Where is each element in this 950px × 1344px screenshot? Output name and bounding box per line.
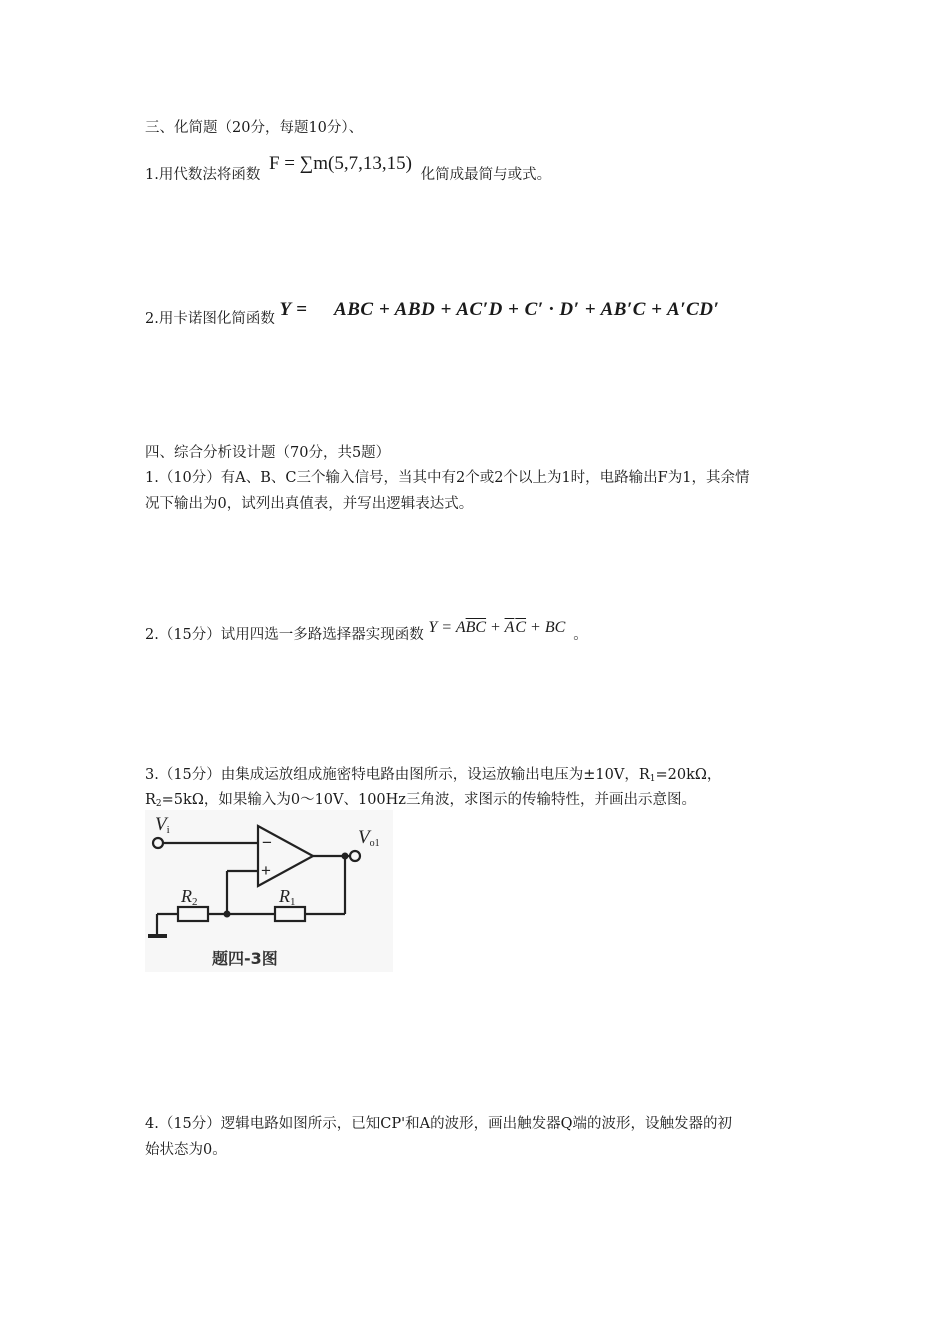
q2-prefix: 2.用卡诺图化简函数 <box>145 311 275 327</box>
q2b-formula-plus1: + <box>486 619 505 636</box>
r2-label-r: R <box>181 886 192 906</box>
q1-formula: F = ∑m(5,7,13,15) <box>268 153 412 174</box>
q3-line1-text: 3.（15分）由集成运放组成施密特电路由图所示，设运放输出电压为±10V，R <box>145 767 650 783</box>
q3-r1-sub: 1 <box>649 774 656 784</box>
q3-line2-r: R <box>145 792 156 808</box>
q2b-formula-plus2: + BC <box>526 619 566 636</box>
input-label-v: V <box>155 814 167 835</box>
opamp-minus: − <box>262 833 272 852</box>
section4-q1-line2: 况下输出为0，试列出真值表，并写出逻辑表达式。 <box>145 496 474 512</box>
q1-suffix: 化简成最简与或式。 <box>420 167 552 183</box>
section4-q1-line1: 1.（10分）有A、B、C三个输入信号，当其中有2个或2个以上为1时，电路输出F为1，其余情 <box>145 470 750 486</box>
section3-heading: 三、化简题（20分，每题10分）、 <box>145 120 364 136</box>
section4-q4-line2: 始状态为0。 <box>145 1142 227 1158</box>
r1-label-r: R <box>279 886 290 906</box>
q1-prefix: 1.用代数法将函数 <box>145 167 261 183</box>
output-label-sub: o1 <box>369 838 380 849</box>
q3-line1-end: =20kΩ， <box>655 767 722 783</box>
schmitt-circuit-figure <box>145 810 393 972</box>
q3-line2-text: =5kΩ，如果输入为0～10V、100Hz三角波，求图示的传输特性，并画出示意图。 <box>161 792 696 808</box>
q2b-formula-term2-a: $\overline{A}$ <box>504 619 515 636</box>
figure-caption: 题四-3图 <box>212 949 278 968</box>
input-label-sub: i <box>166 824 170 836</box>
q2-formula-rhs: ABC + ABD + AC′D + C′ · D′ + AB′C + A′CD′ <box>334 299 720 320</box>
section4-q2 <box>145 618 588 643</box>
q2b-suffix: 。 <box>573 627 588 643</box>
q2b-formula-term2-c: $\overline{C}$ <box>515 619 527 636</box>
q2b-formula-term1-bar: $\overline{BC}$ <box>465 619 487 636</box>
r1-label-sub: 1 <box>290 896 296 908</box>
opamp-plus: + <box>261 861 271 880</box>
q2b-formula <box>428 619 569 636</box>
q2b-formula-lhs: Y = A <box>428 619 466 636</box>
q3-r2-sub: 2 <box>155 799 162 809</box>
q2b-prefix: 2.（15分）试用四选一多路选择器实现函数 <box>145 627 424 643</box>
section4-heading: 四、综合分析设计题（70分，共5题） <box>145 445 391 461</box>
r2-label-sub: 2 <box>192 896 198 908</box>
section3-q1 <box>145 153 552 183</box>
section4-q3-line1 <box>145 765 721 789</box>
output-label-v: V <box>358 827 370 848</box>
section4-q4-line1: 4.（15分）逻辑电路如图所示，已知CP'和A的波形，画出触发器Q端的波形，设触发器的初 <box>145 1116 732 1132</box>
section3-q2 <box>145 299 720 327</box>
q2-formula-lhs: Y = <box>279 299 308 320</box>
